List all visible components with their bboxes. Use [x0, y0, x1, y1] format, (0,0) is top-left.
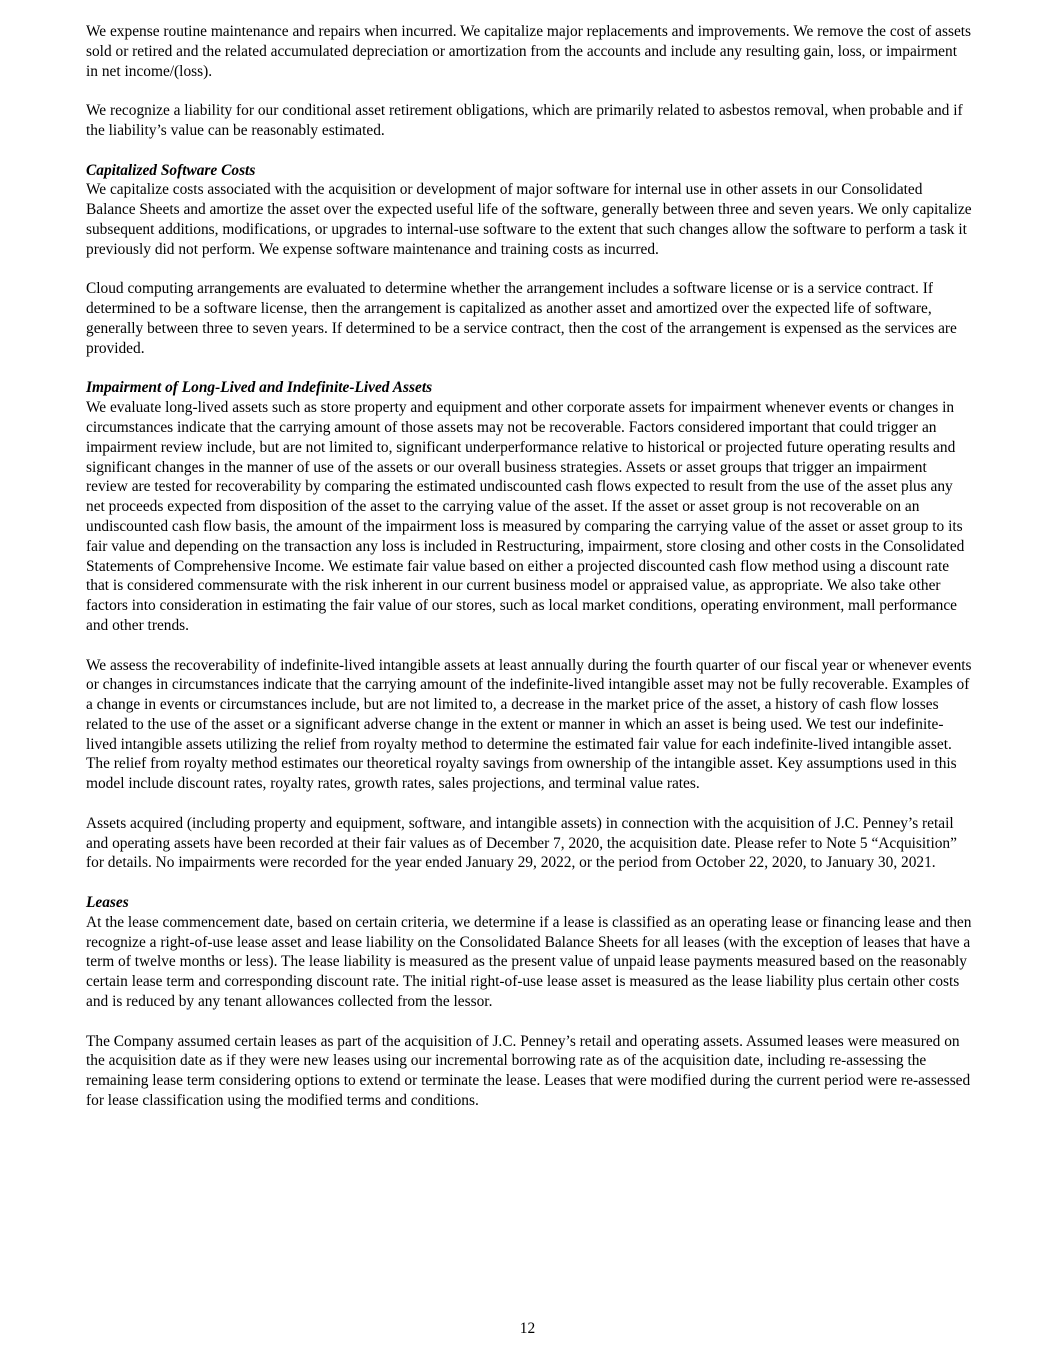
paragraph-assets-acquired: Assets acquired (including property and equipment, software, and intangible assets) in connection with the acquisition of J.C. Penney’s retail and operating assets have been recorded at their fair values as of December 7, 2020, the acquisition date. Please refer to Note 5 “Acquisition” for details. No impairments were recorded for the year ended January 29, 2022, or the period from October 22, 2020, to January 30, 2021.: [86, 814, 957, 872]
document-page: [86, 22, 972, 1131]
heading-impairment: Impairment of Long-Lived and Indefinite-Lived Assets: [86, 379, 433, 397]
heading-capitalized-software: Capitalized Software Costs: [86, 161, 256, 179]
paragraph-asset-retirement: We recognize a liability for our conditional asset retirement obligations, which are primarily related to asbestos removal, when probable and if the liability’s value can be reasonably estimated.: [86, 102, 963, 139]
paragraph-software-capitalization: We capitalize costs associated with the acquisition or development of major software for internal use in other assets in our Consolidated Balance Sheets and amortize the asset over the expected useful life of the software, generally between three and seven years. We only capitalize subsequent additions, modifications, or upgrades to internal-use software to the extent that such changes allow the software to perform a task it previously did not perform. We expense software maintenance and training costs as incurred.: [86, 181, 972, 258]
paragraph-lease-recognition: At the lease commencement date, based on certain criteria, we determine if a lease is classified as an operating lease or financing lease and then recognize a right-of-use lease asset and lease liability on the Consolidated Balance Sheets for all leases (with the exception of leases that have a term of twelve months or less). The lease liability is measured as the present value of unpaid lease payments measured based on the reasonably certain lease term and corresponding discount rate. The initial right-of-use lease asset is measured as the lease liability plus certain other costs and is reduced by any tenant allowances collected from the lessor.: [86, 913, 972, 1011]
paragraph-assumed-leases: The Company assumed certain leases as part of the acquisition of J.C. Penney’s retail and operating assets. Assumed leases were measured on the acquisition date as if they were new leases using our incremental borrowing rate as of the acquisition date, including re-assessing the remaining lease term considering options to extend or terminate the lease. Leases that were modified during the current period were re-assessed for lease classification using the modified terms and conditions.: [86, 1032, 971, 1110]
paragraph-long-lived-impairment: We evaluate long-lived assets such as store property and equipment and other corporate assets for impairment whenever events or changes in circumstances indicate that the carrying amount of those assets may not be recoverable. Factors considered important that could trigger an impairment review include, but are not limited to, significant underperformance relative to historical or projected future operating results and significant changes in the manner of use of the assets or our overall business strategies. Assets or asset groups that trigger an impairment review are tested for recoverability by comparing the estimated undiscounted cash flows expected to result from the use of the asset plus any net proceeds expected from disposition of the asset to the carrying value of the asset. If the asset or asset group is not recoverable on an undiscounted cash flow basis, the amount of the impairment loss is measured by comparing the carrying value of the asset or asset group to its fair value and depending on the transaction any loss is included in Restructuring, impairment, store closing and other costs in the Consolidated Statements of Comprehensive Income. We estimate fair value based on either a projected discounted cash flow method using a discount rate that is considered commensurate with the risk inherent in our current business model or appraised value, as appropriate. We also take other factors into consideration in estimating the fair value of our stores, such as local market conditions, operating environment, mall performance and other trends.: [86, 399, 965, 634]
heading-leases: Leases: [86, 894, 129, 912]
paragraph-maintenance: We expense routine maintenance and repairs when incurred. We capitalize major replacements and improvements. We remove the cost of assets sold or retired and the related accumulated depreciation or amortization from the accounts and include any resulting gain, loss, or impairment in net income/(loss).: [86, 23, 972, 80]
paragraph-indefinite-lived-impairment: We assess the recoverability of indefinite-lived intangible assets at least annually during the fourth quarter of our fiscal year or whenever events or changes in circumstances indicate that the carrying amount of the indefinite-lived intangible asset may not be fully recoverable. Examples of a change in events or circumstances include, but are not limited to, a decrease in the market price of the asset, a history of cash flow losses related to the use of the asset or a significant adverse change in the extent or manner in which an asset is being used. We test our indefinite-lived intangible assets utilizing the relief from royalty method to determine the estimated fair value for each indefinite-lived intangible asset. The relief from royalty method estimates our theoretical royalty savings from ownership of the intangible asset. Key assumptions used in this model include discount rates, royalty rates, growth rates, sales projections, and terminal value rates.: [86, 656, 972, 793]
paragraph-cloud-computing: Cloud computing arrangements are evaluated to determine whether the arrangement includes a software license or is a service contract. If determined to be a software license, then the arrangement is capitalized as another asset and amortized over the expected life of software, generally between three to seven years. If determined to be a service contract, then the cost of the arrangement is expensed as the services are provided.: [86, 280, 957, 357]
page-number: 12: [519, 1320, 536, 1337]
